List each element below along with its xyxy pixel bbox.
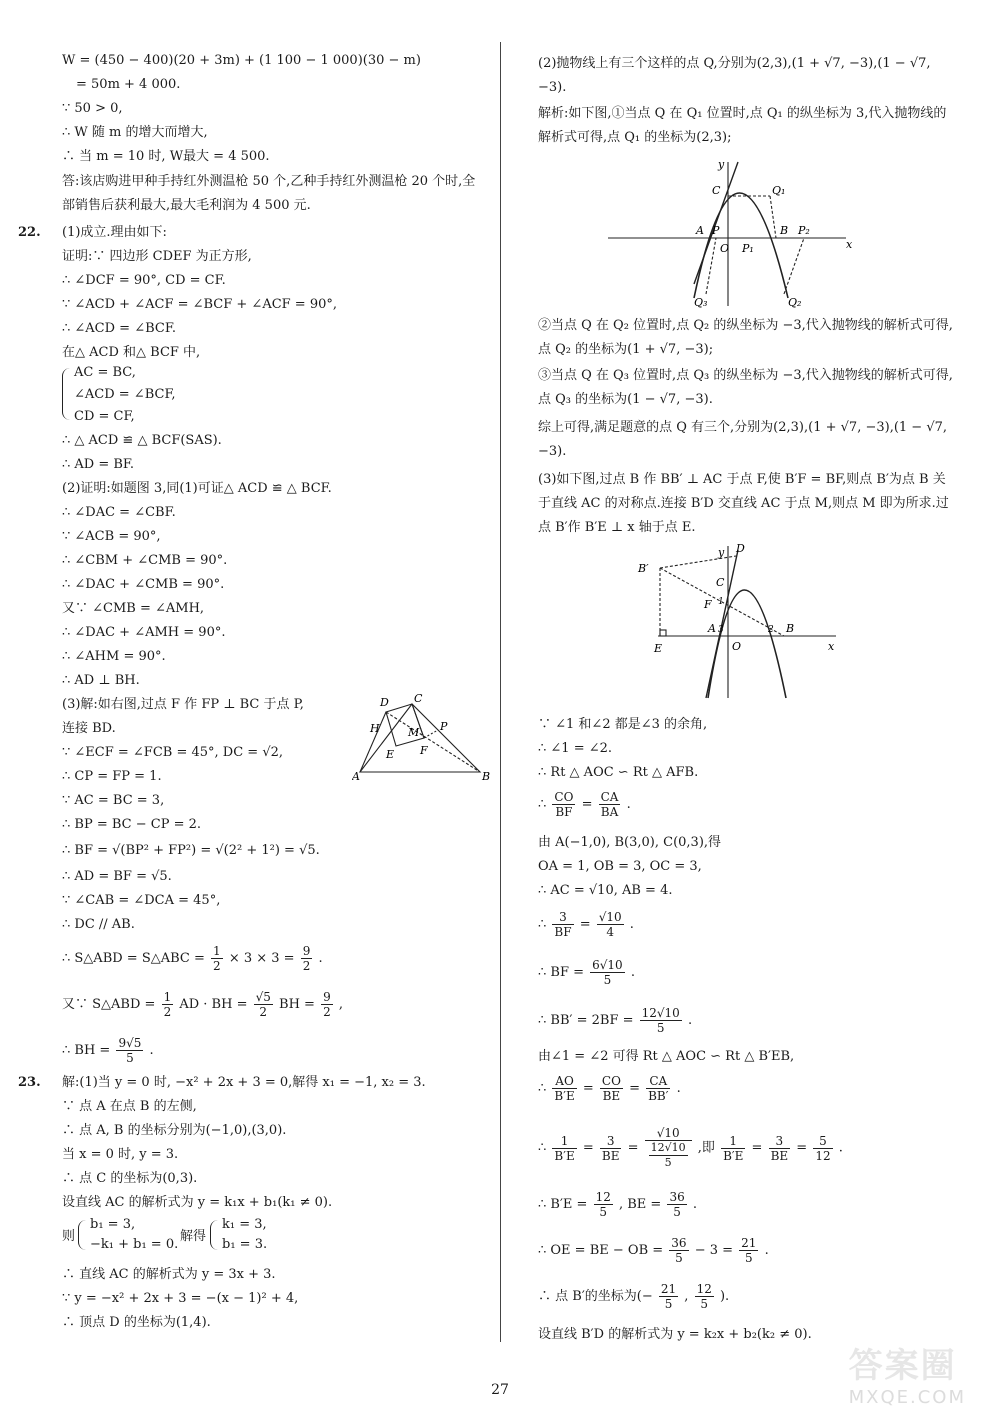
eq-part: 又∵ S△ABD =: [62, 997, 160, 1012]
numerator: 12: [595, 1190, 611, 1204]
text-line: ∴ ∠DCF = 90°, CD = CF.: [62, 273, 226, 288]
segment-bd: [660, 556, 736, 568]
system-line: ∠ACD = ∠BCF,: [74, 387, 176, 402]
text-line: ∵ ∠ECF = ∠FCB = 45°, DC = √2,: [62, 745, 283, 760]
text-line: = 50m + 4 000.: [76, 77, 181, 92]
text-line: ∵ AC = BC = 3,: [62, 793, 165, 808]
text-line: ∵ y = −x² + 2x + 3 = −(x − 1)² + 4,: [62, 1291, 299, 1306]
eq-part: ∴: [538, 917, 551, 932]
numerator: 1: [552, 1134, 576, 1149]
fraction: [552, 1134, 576, 1163]
numerator: 21: [741, 1236, 757, 1250]
text-line: 连接 BD.: [62, 721, 116, 736]
numerator: CA: [600, 790, 619, 804]
fig-label: E: [386, 748, 395, 761]
eq-part: .: [629, 917, 634, 932]
eq-part: ∴ B′E =: [538, 1197, 592, 1212]
fig-label: 1: [718, 597, 724, 607]
denominator: 5: [664, 1297, 673, 1311]
denominator: 2: [213, 959, 221, 973]
text-line: 在△ ACD 和△ BCF 中,: [62, 345, 201, 360]
numerator: 36: [669, 1190, 685, 1204]
brace: [62, 368, 73, 420]
denominator: BB′: [648, 1089, 669, 1103]
area-equation: [62, 944, 323, 973]
fraction: [739, 1236, 758, 1265]
text-paragraph: 综上可得,满足题意的点 Q 有三个,分别为(2,3),(1 + √7, −3),(1 − √7, −3).: [538, 420, 948, 459]
denominator: 5: [603, 973, 612, 987]
ratio-equation: [538, 790, 631, 819]
segment-ad: [360, 712, 386, 772]
denominator: 2: [323, 1005, 331, 1019]
text-line: ∴ ∠DAC + ∠AMH = 90°.: [62, 625, 226, 640]
fig-label: C: [716, 576, 725, 589]
eq-part: ∴ BH =: [62, 1043, 115, 1058]
fraction: [552, 790, 575, 819]
text-line: 当 x = 0 时, y = 3.: [62, 1147, 179, 1162]
text-line: 由∠1 = ∠2 可得 Rt △ AOC ∽ Rt △ B′EB,: [538, 1049, 795, 1064]
text-line: (3)解:如右图,过点 F 作 FP ⊥ BC 于点 P,: [62, 697, 304, 712]
denominator: 2: [163, 1005, 172, 1019]
fig-label: C: [712, 184, 721, 197]
text-paragraph: 解析:如下图,①当点 Q 在 Q₁ 位置时,点 Q₁ 的纵坐标为 3,代入抛物线的解析式可得,点 Q₁ 的坐标为(2,3);: [538, 106, 947, 145]
fraction: [721, 1134, 745, 1163]
denominator: 5: [656, 1021, 665, 1035]
question-number: 22.: [18, 225, 41, 240]
text-line: ∴ AD = BF = √5.: [62, 869, 172, 884]
numerator: 3: [552, 910, 573, 925]
numerator: 12: [696, 1282, 712, 1296]
fraction: [116, 1036, 143, 1065]
segment-bd: [386, 712, 480, 772]
text-line: ∵ 点 A 在点 B 的左侧,: [62, 1099, 197, 1114]
text-line: 证明:∵ 四边形 CDEF 为正方形,: [62, 249, 252, 264]
denominator: 5: [700, 1297, 709, 1311]
numerator: CO: [601, 1074, 621, 1088]
denominator: 5: [673, 1205, 681, 1219]
parabola-figure-1: [608, 158, 858, 308]
denominator: 12: [815, 1148, 831, 1163]
text-line: OA = 1, OB = 3, OC = 3,: [538, 859, 702, 874]
text-line: ∴ CP = FP = 1.: [62, 769, 162, 784]
fraction: [649, 1141, 688, 1170]
text-line: ∵ 50 > 0,: [62, 101, 123, 116]
text-line: ∴ ∠DAC + ∠CMB = 90°.: [62, 577, 225, 592]
fraction: [590, 958, 625, 987]
fraction: [667, 1190, 686, 1219]
eq-part: 则: [62, 1229, 76, 1244]
oe-equation: [538, 1236, 769, 1265]
numerator: √5: [255, 990, 271, 1004]
eq-part: .: [149, 1043, 154, 1058]
numerator: √10: [598, 910, 622, 924]
fig-label: E: [654, 642, 663, 655]
fraction: [645, 1126, 692, 1170]
text-line: ∴ 直线 AC 的解析式为 y = 3x + 3.: [62, 1267, 276, 1282]
text-line: (1)成立.理由如下:: [62, 225, 167, 240]
text-line: ∴ ∠1 = ∠2.: [538, 741, 613, 756]
text-paragraph: 答:该店购进甲种手持红外测温枪 50 个,乙种手持红外测温枪 20 个时,全部销售后获利最大,最大毛利润为 4 500 元.: [62, 174, 476, 213]
parabola-figure-2: [618, 542, 838, 702]
eq-part: .: [838, 1140, 843, 1156]
text-line: ∴ Rt △ AOC ∽ Rt △ AFB.: [538, 765, 699, 780]
fraction: [597, 910, 624, 939]
square-figure: [352, 692, 492, 782]
numerator: CO: [554, 790, 574, 804]
eq-part: − 3 =: [694, 1243, 738, 1258]
text-line: 由 A(−1,0), B(3,0), C(0,3),得: [538, 835, 722, 850]
eq-part: AD · BH =: [179, 997, 252, 1012]
line-ac: [694, 162, 738, 284]
column-divider: [500, 42, 501, 1342]
numerator: √10: [645, 1126, 692, 1141]
eq-part: =: [581, 797, 597, 812]
numerator: 36: [671, 1236, 687, 1250]
bh-equation: [62, 1036, 154, 1065]
eq-part: ,: [338, 997, 344, 1012]
eq-part: =: [579, 917, 595, 932]
system-line: b₁ = 3,: [90, 1217, 136, 1232]
eq-part: .: [692, 1197, 698, 1212]
fig-label: D: [380, 696, 389, 709]
fraction: [162, 990, 174, 1019]
fig-label: y: [718, 546, 725, 559]
denominator: [645, 1141, 692, 1170]
text-paragraph: ②当点 Q 在 Q₂ 位置时,点 Q₂ 的纵坐标为 −3,代入抛物线的解析式可得,点 Q₂ 的坐标为(1 + √7, −3);: [538, 318, 953, 357]
bp-coordinate: [538, 1282, 729, 1311]
fig-label: H: [370, 722, 380, 735]
denominator: BA: [600, 805, 619, 819]
numerator: 12√10: [641, 1006, 680, 1020]
fraction: [695, 1282, 714, 1311]
text-line: ∴ 点 A, B 的坐标分别为(−1,0),(3,0).: [62, 1123, 287, 1138]
numerator: 9: [323, 990, 331, 1004]
fraction: [552, 910, 573, 939]
denominator: BF: [554, 925, 572, 939]
numerator: 6√10: [592, 958, 623, 972]
denominator: 5: [599, 1205, 608, 1219]
text-line: ∵ ∠ACD + ∠ACF = ∠BCF + ∠ACF = 90°,: [62, 297, 338, 312]
denominator: 2: [259, 1005, 268, 1019]
fraction: [640, 1006, 682, 1035]
system-line: CD = CF,: [74, 409, 135, 424]
fig-label: y: [718, 158, 725, 171]
fig-label: A: [352, 770, 360, 782]
fraction: [659, 1282, 678, 1311]
fig-label: O: [720, 242, 730, 255]
bb-equation: [538, 1006, 692, 1035]
text-line: ∴ 顶点 D 的坐标为(1,4).: [62, 1315, 211, 1330]
eq-part: =: [629, 1081, 645, 1096]
text-line: ∴ DC // AB.: [62, 917, 135, 932]
fraction: [254, 990, 273, 1019]
fig-label: Q₂: [788, 296, 802, 308]
eq-part: ,即: [697, 1140, 715, 1156]
fig-label: Q₃: [694, 296, 708, 308]
watermark-url: MXQE.COM: [848, 1387, 966, 1408]
equation-system: [62, 364, 262, 424]
be-equation: [538, 1190, 697, 1219]
fig-label: P₂: [798, 224, 810, 237]
ratio-equation: [538, 910, 634, 939]
fraction: [211, 944, 223, 973]
system-line: −k₁ + b₁ = 0.: [90, 1237, 179, 1252]
eq-part: .: [630, 965, 635, 980]
text-paragraph: (2)抛物线上有三个这样的点 Q,分别为(2,3),(1 + √7, −3),(1 − √7, −3).: [538, 56, 931, 95]
numerator: 3: [769, 1134, 791, 1149]
fig-label: Q₁: [772, 184, 786, 197]
text-line: ∴ AC = √10, AB = 4.: [538, 883, 673, 898]
page-number: 27: [491, 1382, 509, 1398]
fraction: [321, 990, 333, 1019]
watermark: [849, 1338, 966, 1408]
fraction: [769, 1134, 791, 1163]
denominator: B′E: [723, 1148, 744, 1163]
segment-q2p2: [784, 238, 804, 294]
text-line: ∴ BF = √(BP² + FP²) = √(2² + 1²) = √5.: [62, 843, 320, 858]
text-line: 设直线 AC 的解析式为 y = k₁x + b₁(k₁ ≠ 0).: [62, 1195, 333, 1210]
numerator: 12√10: [650, 1141, 686, 1154]
text-line: ∵ ∠1 和∠2 都是∠3 的余角,: [538, 717, 708, 732]
fig-label: B: [786, 622, 795, 635]
text-line: 解:(1)当 y = 0 时, −x² + 2x + 3 = 0,解得 x₁ = −1, x₂ = 3.: [62, 1075, 426, 1090]
denominator: 5: [675, 1251, 683, 1265]
numerator: 21: [660, 1282, 677, 1296]
text-paragraph: (3)如下图,过点 B 作 BB′ ⊥ AC 于点 F,使 B′F = BF,则点 B′为点 B 关于直线 AC 的对称点.连接 B′D 交直线 AC 于点 M,则点 M 即为所求.过点 B′作 B′E ⊥ x 轴于点 E.: [538, 472, 949, 535]
numerator: 1: [721, 1134, 745, 1149]
eq-part: .: [318, 951, 323, 966]
eq-part: =: [582, 1140, 598, 1156]
fraction: [552, 1074, 576, 1103]
denominator: 2: [302, 959, 311, 973]
text-line: ∴ ∠AHM = 90°.: [62, 649, 166, 664]
text-line: 又∵ ∠CMB = ∠AMH,: [62, 601, 205, 616]
question-number: 23.: [18, 1075, 41, 1090]
text-line: ∴ ∠DAC = ∠CBF.: [62, 505, 176, 520]
text-line: ∵ ∠CAB = ∠DCA = 45°,: [62, 893, 221, 908]
denominator: 5: [126, 1051, 134, 1065]
eq-part: ∴ BB′ = 2BF =: [538, 1013, 638, 1028]
fig-label: D: [736, 542, 745, 555]
text-line: ∴ W 随 m 的增大而增大,: [62, 125, 208, 140]
eq-part: ).: [719, 1289, 730, 1304]
eq-part: .: [687, 1013, 693, 1028]
numerator: 9√5: [118, 1036, 142, 1050]
numerator: 9: [302, 944, 311, 958]
eq-part: .: [764, 1243, 769, 1258]
text-line: ∴ AD = BF.: [62, 457, 135, 472]
text-line: ∴ ∠ACD = ∠BCF.: [62, 321, 176, 336]
fraction: [669, 1236, 688, 1265]
fig-label: P₁: [742, 242, 754, 255]
fig-label: 3: [718, 625, 724, 635]
denominator: 5: [664, 1156, 672, 1169]
fig-label: B: [482, 770, 491, 782]
eq-part: ∴ BF =: [538, 965, 589, 980]
numerator: 1: [213, 944, 221, 958]
fig-label: F: [420, 744, 428, 757]
eq-part: ∴ S△ABD = S△ABC =: [62, 951, 210, 966]
fraction: [594, 1190, 613, 1219]
segment-q1b: [770, 196, 776, 238]
text-line: (2)证明:如题图 3,同(1)可证△ ACD ≌ △ BCF.: [62, 481, 332, 496]
fig-label: B′: [638, 562, 649, 575]
fig-label: M: [408, 726, 420, 739]
equation-system: [62, 1216, 362, 1260]
area-equation: [62, 990, 343, 1019]
eq-part: =: [796, 1140, 812, 1156]
fraction: [646, 1074, 670, 1103]
fig-label: A: [696, 224, 704, 237]
fig-label: x: [846, 238, 853, 251]
fig-label: B: [780, 224, 789, 237]
denominator: BE: [770, 1148, 789, 1163]
fraction: [301, 944, 313, 973]
ratio-equation: [538, 1126, 843, 1170]
brace: [210, 1220, 221, 1250]
bf-equation: [538, 958, 635, 987]
triangle-abc: [360, 704, 480, 772]
text-line: ∴ ∠CBM + ∠CMB = 90°.: [62, 553, 228, 568]
eq-part: BH =: [279, 997, 320, 1012]
fig-label: P: [712, 224, 720, 237]
eq-part: .: [676, 1081, 681, 1096]
eq-part: ∴ OE = BE − OB =: [538, 1243, 668, 1258]
eq-part: ∴: [538, 797, 551, 812]
eq-part: × 3 × 3 =: [228, 951, 299, 966]
fraction: [813, 1134, 832, 1163]
text-line: ∵ ∠ACB = 90°,: [62, 529, 161, 544]
fig-label: P: [440, 720, 448, 733]
eq-part: .: [626, 797, 631, 812]
text-line: ∴ △ ACD ≌ △ BCF(SAS).: [62, 433, 222, 448]
system-line: AC = BC,: [74, 365, 136, 380]
watermark-logo: 答案圈: [848, 1346, 957, 1386]
right-angle-mark: [660, 630, 666, 636]
eq-part: =: [751, 1140, 767, 1156]
denominator: BF: [555, 805, 573, 819]
fig-label: x: [828, 640, 835, 653]
denominator: 5: [744, 1251, 753, 1265]
denominator: B′E: [554, 1089, 575, 1103]
denominator: 4: [606, 925, 615, 939]
fig-label: O: [732, 640, 742, 653]
eq-part: ∴ 点 B′的坐标为(−: [538, 1289, 653, 1304]
text-line: ∴ BP = BC − CP = 2.: [62, 817, 202, 832]
numerator: 5: [813, 1134, 832, 1149]
text-line: 设直线 B′D 的解析式为 y = k₂x + b₂(k₂ ≠ 0).: [538, 1327, 812, 1342]
fraction: [600, 1074, 623, 1103]
eq-part: =: [627, 1140, 643, 1156]
fraction: [600, 1134, 622, 1163]
brace: [78, 1220, 89, 1250]
ratio-equation: [538, 1074, 681, 1103]
fig-label: A: [708, 622, 716, 635]
numerator: AO: [552, 1074, 576, 1089]
numerator: 1: [163, 990, 172, 1004]
eq-part: , BE =: [618, 1197, 666, 1212]
fig-label: F: [704, 598, 712, 611]
text-line: ∴ AD ⊥ BH.: [62, 673, 140, 688]
eq-part: ,: [684, 1289, 693, 1304]
eq-part: 解得: [180, 1229, 207, 1244]
denominator: BE: [601, 1148, 620, 1163]
eq-part: =: [582, 1081, 598, 1096]
fraction: [599, 790, 621, 819]
eq-part: ∴: [538, 1140, 551, 1156]
numerator: CA: [646, 1074, 670, 1089]
fig-label: 2: [768, 625, 774, 635]
text-line: ∴ 当 m = 10 时, W最大 = 4 500.: [62, 149, 270, 164]
text-line: W = (450 − 400)(20 + 3m) + (1 100 − 1 000)(30 − m): [62, 53, 421, 68]
denominator: B′E: [554, 1148, 575, 1163]
denominator: BE: [602, 1089, 621, 1103]
text-paragraph: ③当点 Q 在 Q₃ 位置时,点 Q₃ 的纵坐标为 −3,代入抛物线的解析式可得,点 Q₃ 的坐标为(1 − √7, −3).: [538, 368, 953, 407]
text-line: ∴ 点 C 的坐标为(0,3).: [62, 1171, 198, 1186]
eq-part: ∴: [538, 1081, 551, 1096]
numerator: 3: [600, 1134, 622, 1149]
system-line: k₁ = 3,: [222, 1217, 267, 1232]
segment-fp: [424, 730, 438, 738]
fig-label: C: [414, 692, 423, 705]
system-line: b₁ = 3.: [222, 1237, 268, 1252]
